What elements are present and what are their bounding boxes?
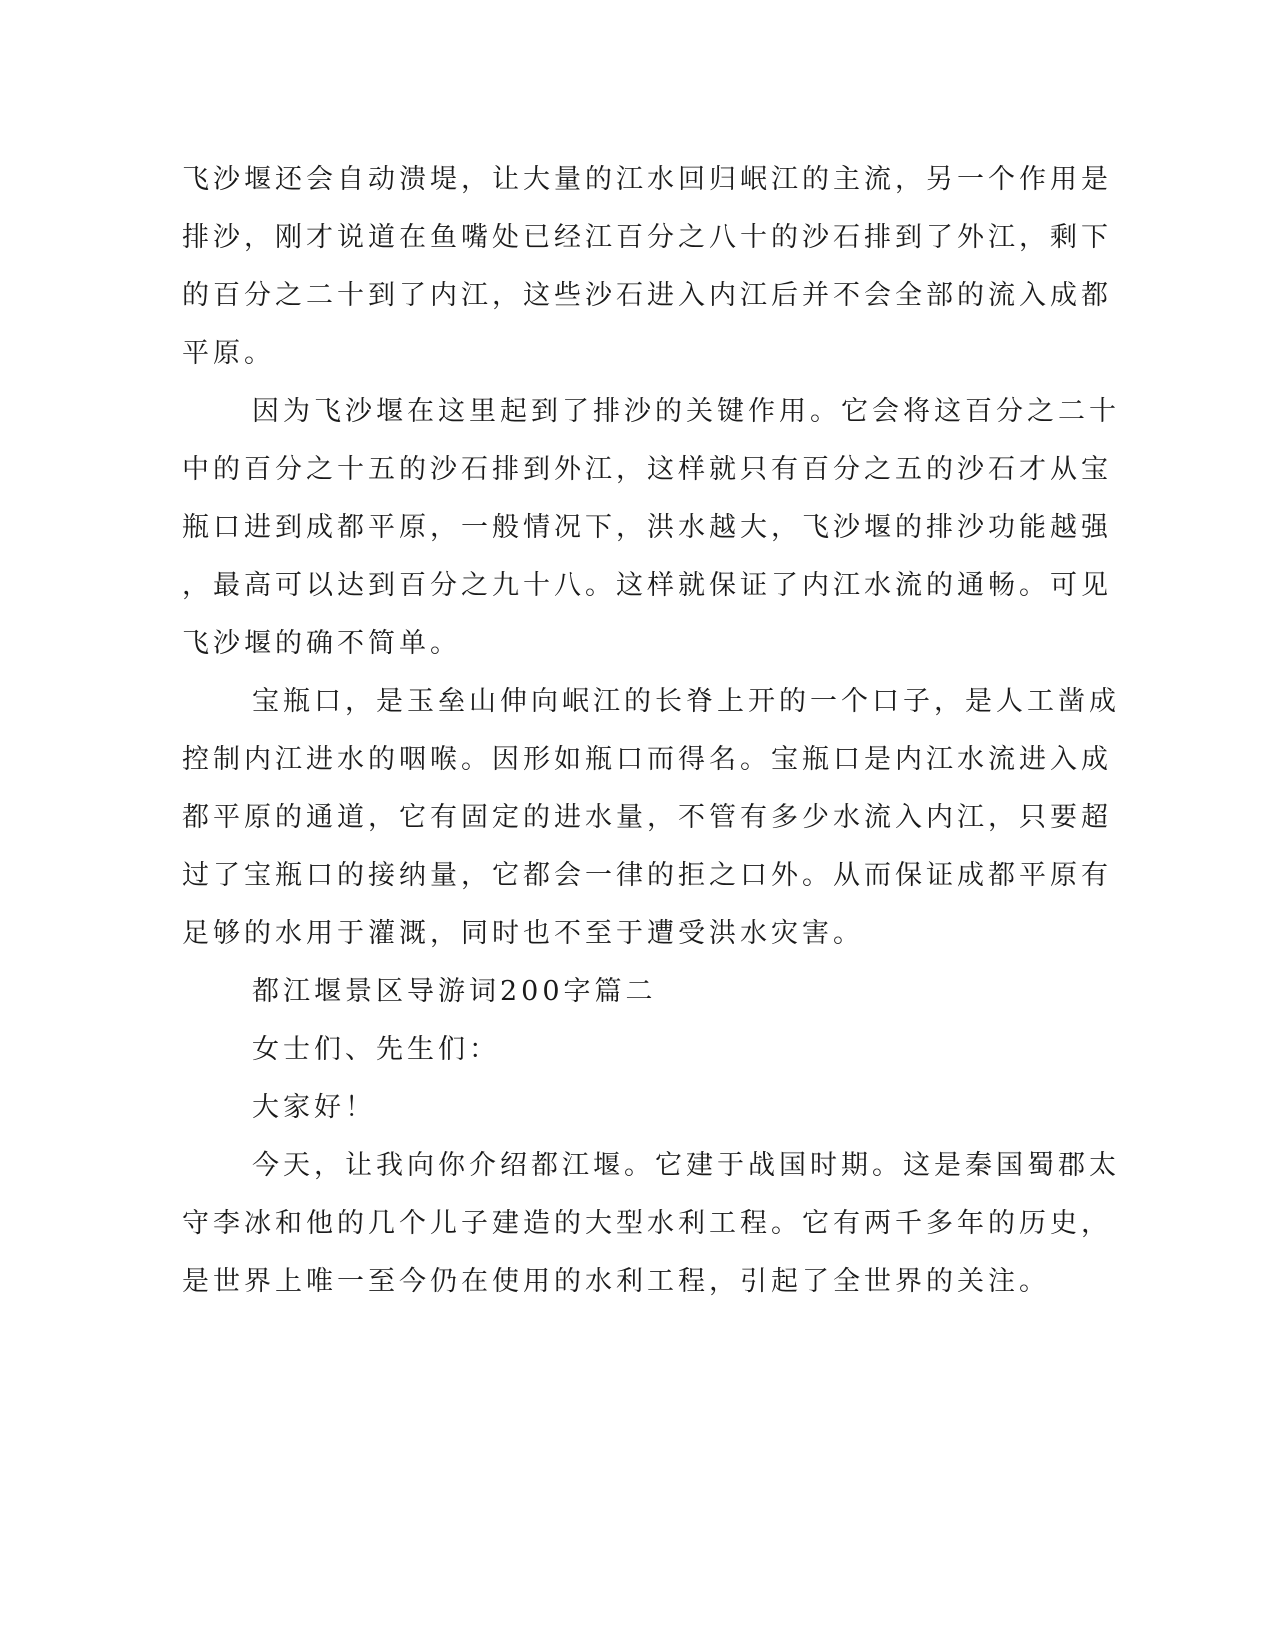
text-line: 中的百分之十五的沙石排到外江，这样就只有百分之五的沙石才从宝 [182,454,1112,485]
paragraph-2 [182,383,1120,673]
text-line: 守李冰和他的几个儿子建造的大型水利工程。它有两千多年的历史， [182,1208,1112,1239]
text-line: 的百分之二十到了内江，这些沙石进入内江后并不会全部的流入成都 [182,280,1112,311]
text-line: 都平原的通道，它有固定的进水量，不管有多少水流入内江，只要超 [182,802,1112,833]
greeting [182,1079,1042,1137]
document-body [182,151,1120,1311]
text-line: 因为飞沙堰在这里起到了排沙的关键作用。它会将这百分之二十 [252,396,1120,427]
section-heading [182,963,1042,1021]
text-line: ，最高可以达到百分之九十八。这样就保证了内江水流的通畅。可见 [182,570,1112,601]
text-line: 飞沙堰的确不简单。 [182,628,461,659]
text-line: 瓶口进到成都平原，一般情况下，洪水越大，飞沙堰的排沙功能越强 [182,512,1112,543]
paragraph-4 [182,1137,1120,1311]
text-line: 女士们、先生们： [252,1034,500,1065]
text-line: 排沙，刚才说道在鱼嘴处已经江百分之八十的沙石排到了外江，剩下 [182,222,1112,253]
text-line: 控制内江进水的咽喉。因形如瓶口而得名。宝瓶口是内江水流进入成 [182,744,1112,775]
paragraph-3 [182,673,1120,963]
salutation [182,1021,1042,1079]
heading-line: 都江堰景区导游词200字篇二 [252,976,657,1007]
text-line: 足够的水用于灌溉，同时也不至于遭受洪水灾害。 [182,918,864,949]
text-line: 飞沙堰还会自动溃堤，让大量的江水回归岷江的主流，另一个作用是 [182,164,1112,195]
text-line: 平原。 [182,338,275,369]
text-line: 是世界上唯一至今仍在使用的水利工程，引起了全世界的关注。 [182,1266,1050,1297]
text-line: 今天，让我向你介绍都江堰。它建于战国时期。这是秦国蜀郡太 [252,1150,1120,1181]
text-line: 大家好！ [252,1092,376,1123]
text-line: 过了宝瓶口的接纳量，它都会一律的拒之口外。从而保证成都平原有 [182,860,1112,891]
text-line: 宝瓶口，是玉垒山伸向岷江的长脊上开的一个口子，是人工凿成 [252,686,1120,717]
paragraph-1 [182,151,1112,383]
